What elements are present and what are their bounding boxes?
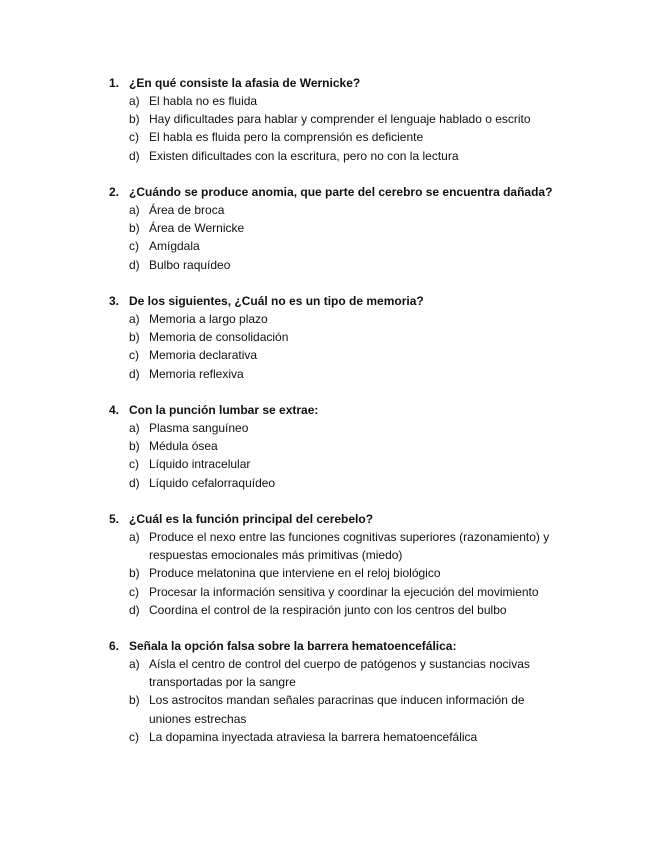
question-title	[109, 74, 579, 92]
option-d	[109, 601, 579, 619]
question-number: 5.	[109, 512, 120, 526]
option-a	[109, 201, 579, 219]
option-c	[109, 455, 579, 473]
option-text: Los astrocitos mandan señales paracrinas que inducen información de uniones estrechas	[149, 693, 525, 726]
question-number: 4.	[109, 403, 120, 417]
option-b	[109, 691, 579, 727]
option-a	[109, 655, 579, 691]
option-text: Memoria de consolidación	[149, 330, 289, 345]
option-text: Memoria declarativa	[149, 348, 258, 363]
question-text: Señala la opción falsa sobre la barrera hematoencefálica:	[129, 639, 457, 653]
option-text: El habla es fluida pero la comprensión es deficiente	[149, 130, 424, 145]
question-4	[109, 401, 579, 492]
option-text: Líquido intracelular	[149, 457, 251, 472]
option-letter: a)	[129, 312, 140, 326]
option-letter: b)	[129, 693, 140, 708]
option-text: Memoria reflexiva	[149, 366, 244, 381]
option-letter: d)	[129, 602, 140, 617]
option-a	[109, 310, 579, 328]
option-c	[109, 583, 579, 601]
option-text: Plasma sanguíneo	[149, 421, 249, 435]
option-d	[109, 474, 579, 492]
option-a	[109, 92, 579, 110]
option-letter: c)	[129, 130, 139, 145]
option-a	[109, 528, 579, 564]
question-number: 1.	[109, 76, 120, 90]
option-letter: c)	[129, 584, 139, 599]
option-letter: d)	[129, 366, 140, 381]
question-title	[109, 183, 579, 201]
question-text: ¿En qué consiste la afasia de Wernicke?	[129, 76, 361, 90]
option-text: Memoria a largo plazo	[149, 312, 268, 326]
option-letter: d)	[129, 257, 140, 272]
option-letter: b)	[129, 566, 140, 581]
option-c	[109, 237, 579, 255]
question-title	[109, 637, 579, 655]
option-letter: b)	[129, 439, 140, 454]
option-b	[109, 437, 579, 455]
option-letter: a)	[129, 94, 140, 108]
option-text: La dopamina inyectada atraviesa la barrera hematoencefálica	[149, 729, 478, 744]
option-c	[109, 728, 579, 746]
option-text: El habla no es fluida	[149, 94, 258, 108]
option-letter: a)	[129, 203, 140, 217]
question-text: Con la punción lumbar se extrae:	[129, 403, 319, 417]
option-text: Produce melatonina que interviene en el reloj biológico	[149, 566, 441, 581]
option-text: Líquido cefalorraquídeo	[149, 475, 276, 490]
question-number: 2.	[109, 185, 120, 199]
option-d	[109, 147, 579, 165]
question-text: De los siguientes, ¿Cuál no es un tipo de memoria?	[129, 294, 424, 308]
option-letter: d)	[129, 475, 140, 490]
option-a	[109, 419, 579, 437]
option-text: Produce el nexo entre las funciones cognitivas superiores (razonamiento) y respuestas emocionales más primitivas (miedo)	[149, 530, 550, 563]
option-text: Área de broca	[149, 203, 225, 217]
option-letter: c)	[129, 239, 139, 254]
option-letter: c)	[129, 348, 139, 363]
option-text: Coordina el control de la respiración junto con los centros del bulbo	[149, 602, 507, 617]
question-number: 3.	[109, 294, 120, 308]
question-text: ¿Cuál es la función principal del cerebelo?	[129, 512, 374, 526]
option-text: Hay dificultades para hablar y comprender el lenguaje hablado o escrito	[149, 112, 531, 127]
option-b	[109, 219, 579, 237]
option-text: Aísla el centro de control del cuerpo de patógenos y sustancias nocivas transportadas por la sangre	[149, 657, 530, 690]
option-letter: c)	[129, 729, 139, 744]
option-c	[109, 346, 579, 364]
option-text: Procesar la información sensitiva y coordinar la ejecución del movimiento	[149, 584, 539, 599]
question-title	[109, 510, 579, 528]
option-letter: b)	[129, 330, 140, 345]
option-b	[109, 564, 579, 582]
option-text: Amígdala	[149, 239, 200, 254]
option-letter: a)	[129, 421, 140, 435]
option-letter: b)	[129, 221, 140, 236]
question-6	[109, 637, 579, 746]
option-letter: b)	[129, 112, 140, 127]
option-c	[109, 128, 579, 146]
option-text: Área de Wernicke	[149, 221, 245, 236]
option-b	[109, 328, 579, 346]
option-b	[109, 110, 579, 128]
question-5	[109, 510, 579, 619]
option-text: Médula ósea	[149, 439, 218, 454]
question-2	[109, 183, 579, 274]
option-letter: c)	[129, 457, 139, 472]
question-title	[109, 401, 579, 419]
question-1	[109, 74, 579, 165]
option-text: Bulbo raquídeo	[149, 257, 231, 272]
question-3	[109, 292, 579, 383]
option-d	[109, 256, 579, 274]
option-text: Existen dificultades con la escritura, pero no con la lectura	[149, 148, 459, 163]
question-title	[109, 292, 579, 310]
question-text: ¿Cuándo se produce anomia, que parte del cerebro se encuentra dañada?	[129, 185, 553, 199]
option-letter: a)	[129, 530, 140, 544]
option-letter: a)	[129, 657, 140, 671]
option-d	[109, 365, 579, 383]
question-number: 6.	[109, 639, 120, 653]
option-letter: d)	[129, 148, 140, 163]
